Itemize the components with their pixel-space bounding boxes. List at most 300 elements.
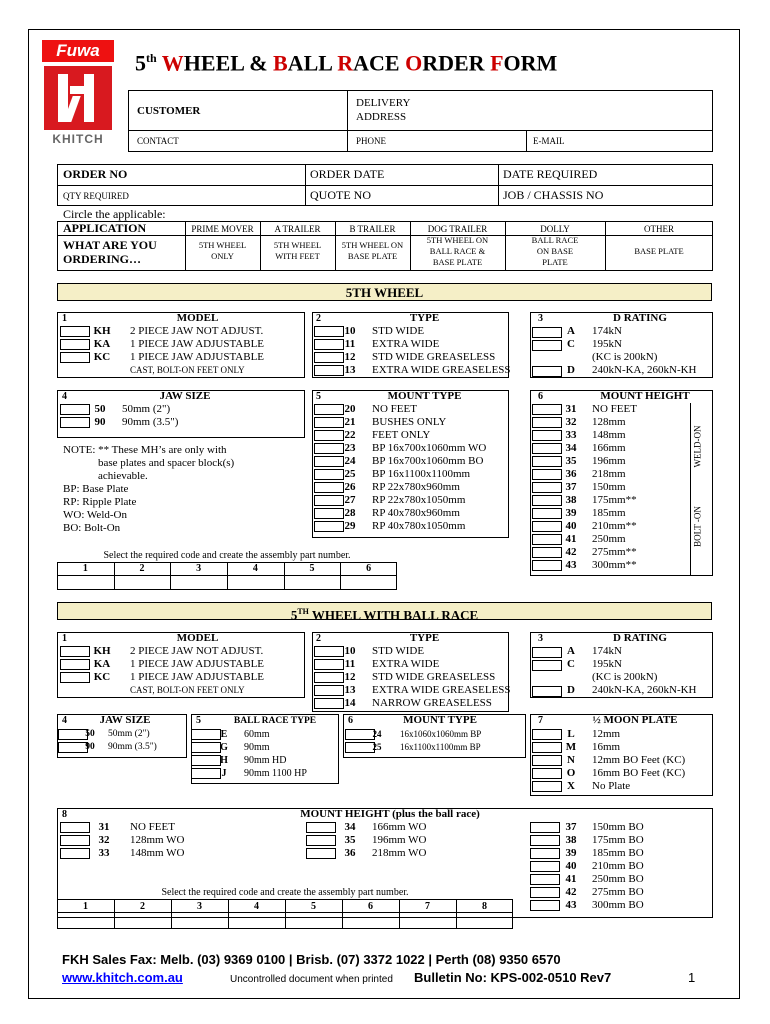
code-value: 43 [565, 899, 577, 911]
code-description: 166mm WO [372, 821, 427, 833]
code-checkbox[interactable] [530, 900, 560, 911]
code-value: 11 [344, 658, 356, 670]
code-value: 40 [565, 520, 577, 532]
code-description: BP 16x700x1060mm BO [372, 455, 484, 467]
weld-on-label: WELD-ON [692, 425, 703, 468]
part-number-index: 5 [311, 901, 316, 912]
part-number-field[interactable] [230, 914, 283, 927]
code-description: 174kN [592, 325, 622, 337]
app-col-option[interactable]: ON BASE [536, 246, 574, 256]
code-value: 32 [98, 834, 110, 846]
group-number: 5 [196, 715, 201, 726]
code-checkbox[interactable] [530, 861, 560, 872]
code-description: 1 PIECE JAW ADJUSTABLE [130, 351, 265, 363]
code-checkbox[interactable] [530, 887, 560, 898]
code-checkbox[interactable] [60, 848, 90, 859]
section-5th-wheel-banner: 5TH WHEEL [57, 283, 712, 301]
code-value: KC [93, 351, 111, 363]
code-value: 35 [344, 834, 356, 846]
code-checkbox[interactable] [532, 469, 562, 480]
code-description: 210mm BO [592, 860, 644, 872]
code-description: NO FEET [372, 403, 417, 415]
code-value: A [567, 325, 575, 337]
code-description: 275mm BO [592, 886, 644, 898]
code-value: 90 [94, 416, 106, 428]
group-header: MODEL [176, 632, 219, 644]
code-value: 29 [344, 520, 356, 532]
code-description: 128mm [592, 416, 626, 428]
code-value: 23 [344, 442, 356, 454]
code-checkbox[interactable] [532, 340, 562, 351]
group-header: D RATING [613, 312, 667, 324]
quote-label: QUOTE NO [310, 188, 371, 202]
app-col-option[interactable]: WITH FEET [275, 251, 320, 261]
code-value: 10 [344, 645, 356, 657]
code-description: EXTRA WIDE [372, 658, 440, 670]
code-value: 37 [565, 821, 577, 833]
code-description: 2 PIECE JAW NOT ADJUST. [130, 325, 264, 337]
code-checkbox[interactable] [532, 647, 562, 658]
code-description: EXTRA WIDE [372, 338, 440, 350]
code-description: 300mm BO [592, 899, 644, 911]
section-ball-race-banner: 5TH WHEEL WITH BALL RACE [57, 602, 712, 620]
code-description: 90mm HD [244, 755, 287, 766]
qty-label: QTY REQUIRED [63, 191, 129, 201]
code-checkbox[interactable] [532, 366, 562, 377]
code-checkbox[interactable] [532, 508, 562, 519]
group-number: 1 [62, 313, 67, 324]
code-description: 50mm (2") [122, 403, 171, 415]
part-number-field[interactable] [286, 577, 339, 588]
code-description: RP 40x780x1050mm [372, 520, 466, 532]
part-number-field[interactable] [287, 914, 340, 927]
part-number-index: 2 [140, 901, 145, 912]
code-description: 16mm [592, 741, 621, 753]
part-number-index: 6 [366, 563, 372, 574]
note-line: WO: Weld-On [63, 509, 127, 521]
code-value: J [221, 768, 227, 779]
logo [42, 40, 114, 146]
code-value: 33 [98, 847, 110, 859]
code-checkbox[interactable] [60, 822, 90, 833]
job-label: JOB / CHASSIS NO [503, 188, 604, 202]
code-checkbox[interactable] [532, 534, 562, 545]
code-value: 43 [565, 559, 577, 571]
code-description: 175mm BO [592, 834, 644, 846]
code-checkbox[interactable] [532, 560, 562, 571]
code-checkbox[interactable] [60, 417, 90, 428]
group-header: MOUNT HEIGHT [600, 390, 690, 402]
model-note: CAST, BOLT-ON FEET ONLY [130, 365, 245, 375]
code-value: 39 [565, 507, 577, 519]
code-description: 148mm WO [130, 847, 185, 859]
group-number: 6 [348, 715, 353, 726]
code-description: 128mm WO [130, 834, 185, 846]
order-no-label: ORDER NO [63, 167, 128, 181]
footer-fax: FKH Sales Fax: Melb. (03) 9369 0100 | Brisb. (07) 3372 1022 | Perth (08) 9350 6570 [62, 952, 561, 967]
contact-label: CONTACT [137, 136, 179, 146]
code-value: N [567, 754, 575, 766]
code-value: 21 [344, 416, 356, 428]
code-description: 60mm [244, 729, 270, 740]
code-value: 36 [565, 468, 577, 480]
part-number-field[interactable] [172, 577, 225, 588]
code-value: 10 [344, 325, 356, 337]
code-checkbox[interactable] [532, 755, 562, 766]
code-value: 90 [85, 742, 95, 752]
part-number-index: 6 [368, 901, 373, 912]
app-col-header: PRIME MOVER [191, 224, 254, 234]
logo-sub: KHITCH [52, 132, 104, 146]
part-number-index: 7 [425, 901, 430, 912]
code-checkbox[interactable] [532, 781, 562, 792]
code-checkbox[interactable] [532, 768, 562, 779]
code-value: A [567, 645, 575, 657]
part-number-index: 3 [197, 901, 202, 912]
code-value: H [220, 755, 228, 766]
code-value: 41 [565, 873, 577, 885]
part-number-field[interactable] [401, 914, 454, 927]
code-value: 13 [344, 684, 356, 696]
code-description: RP 22x780x1050mm [372, 494, 466, 506]
code-value: M [565, 741, 577, 753]
group-header: MOUNT TYPE [403, 714, 477, 726]
code-checkbox[interactable] [60, 352, 90, 363]
code-description: 90mm (3.5") [108, 742, 157, 752]
part-number-field[interactable] [229, 577, 282, 588]
code-value: D [567, 364, 575, 376]
code-description: BP 16x700x1060mm WO [372, 442, 487, 454]
code-value: X [567, 780, 575, 792]
app-col-option[interactable]: 5TH WHEEL ON [426, 235, 489, 245]
note-line: BO: Bolt-On [63, 522, 121, 534]
app-col-option[interactable]: BALL RACE & [429, 246, 486, 256]
code-description: 166mm [592, 442, 626, 454]
code-value: C [567, 658, 575, 670]
group-number: 6 [538, 391, 543, 402]
code-value: E [220, 729, 228, 740]
app-col-header: B TRAILER [349, 224, 396, 234]
code-value: 11 [344, 338, 356, 350]
code-description: 12mm BO Feet (KC) [592, 754, 686, 766]
group-header: MOUNT HEIGHT (plus the ball race) [300, 808, 480, 820]
code-description: STD WIDE [372, 325, 425, 337]
code-value: 12 [344, 351, 356, 363]
code-description: 16mm BO Feet (KC) [592, 767, 686, 779]
bulletin-no: Bulletin No: KPS-002-0510 Rev7 [414, 970, 612, 985]
app-col-option[interactable]: BALL RACE [531, 235, 579, 245]
code-description: 195kN [592, 658, 622, 670]
code-description: RP 40x780x960mm [372, 507, 460, 519]
code-value: G [220, 742, 228, 753]
page-title: 5th WHEEL & BALL RACE ORDER FORM [135, 50, 558, 76]
app-col-option[interactable]: BASE PLATE [634, 246, 684, 256]
code-value: 39 [565, 847, 577, 859]
code-value: 14 [344, 697, 356, 709]
code-value: 20 [344, 403, 356, 415]
code-checkbox[interactable] [306, 848, 336, 859]
group-header: TYPE [409, 632, 440, 644]
code-description: STD WIDE [372, 645, 425, 657]
group-header: BALL RACE TYPE [233, 716, 317, 726]
group-number: 4 [62, 715, 67, 726]
code-description: 250mm [592, 533, 626, 545]
app-col-option[interactable]: 5TH WHEEL [198, 240, 247, 250]
date-required-label: DATE REQUIRED [503, 167, 598, 181]
code-description: 195kN [592, 338, 622, 350]
code-description: NO FEET [130, 821, 175, 833]
logo-brand: Fuwa [42, 40, 114, 62]
part-number-index: 1 [82, 563, 88, 574]
email-label: E-MAIL [533, 136, 565, 146]
code-value: 28 [344, 507, 356, 519]
code-value: 36 [344, 847, 356, 859]
group-number: 8 [62, 809, 67, 820]
delivery-label: DELIVERY [356, 97, 411, 109]
page-number: 1 [688, 970, 696, 985]
code-value: KC [93, 671, 111, 683]
note-line: RP: Ripple Plate [63, 496, 137, 508]
code-value: KH [93, 325, 111, 337]
code-value: 25 [372, 742, 382, 752]
code-description: 240kN-KA, 260kN-KH [592, 684, 697, 696]
code-description: (KC is 200kN) [592, 671, 658, 683]
code-value: O [566, 767, 576, 779]
code-value: 27 [344, 494, 356, 506]
part-number-index: 1 [83, 901, 88, 912]
website-link[interactable]: www.khitch.com.au [62, 970, 183, 985]
app-col-header: DOG TRAILER [427, 224, 488, 234]
group-number: 2 [316, 313, 321, 324]
code-checkbox[interactable] [532, 482, 562, 493]
code-checkbox[interactable] [532, 686, 562, 697]
code-value: 13 [344, 364, 356, 376]
part-number-field[interactable] [458, 914, 511, 927]
part-number-field[interactable] [342, 577, 395, 588]
part-number-index: 5 [309, 563, 315, 574]
code-value: 31 [565, 403, 577, 415]
app-col-option[interactable]: ONLY [211, 251, 234, 261]
code-checkbox[interactable] [530, 822, 560, 833]
select-instruction: Select the required code and create the assembly part number. [161, 887, 409, 898]
code-value: 40 [565, 860, 577, 872]
part-number-field[interactable] [116, 914, 169, 927]
code-checkbox[interactable] [532, 404, 562, 415]
group-number: 2 [316, 633, 321, 644]
code-value: 35 [565, 455, 577, 467]
code-value: D [567, 684, 575, 696]
code-description: No Plate [592, 780, 631, 792]
what-label-1: WHAT ARE YOU [63, 238, 157, 252]
code-description: 1 PIECE JAW ADJUSTABLE [130, 658, 265, 670]
code-value: 50 [85, 729, 95, 739]
code-description: 90mm 1100 HP [244, 768, 307, 779]
code-value: L [567, 728, 575, 740]
note-line: NOTE: ** These MH’s are only with [63, 444, 227, 456]
code-description: 150mm [592, 481, 626, 493]
code-value: 24 [372, 729, 382, 739]
app-col-option[interactable]: BASE PLATE [432, 257, 483, 267]
model-note: CAST, BOLT-ON FEET ONLY [130, 685, 245, 695]
group-number: 3 [538, 313, 543, 324]
code-checkbox[interactable] [532, 742, 562, 753]
part-number-index: 3 [196, 563, 202, 574]
code-description: EXTRA WIDE GREASELESS [372, 364, 511, 376]
code-description: FEET ONLY [372, 429, 431, 441]
code-description: STD WIDE GREASELESS [372, 671, 496, 683]
code-checkbox[interactable] [60, 659, 90, 670]
code-description: 240kN-KA, 260kN-KH [592, 364, 697, 376]
group-number: 1 [62, 633, 67, 644]
code-value: 32 [565, 416, 577, 428]
code-checkbox[interactable] [60, 672, 90, 683]
app-col-option[interactable]: 5TH WHEEL ON [341, 240, 404, 250]
code-description: 148mm [592, 429, 626, 441]
code-checkbox[interactable] [306, 822, 336, 833]
code-description: 90mm (3.5") [122, 416, 179, 428]
customer-box [128, 90, 713, 152]
code-description: 12mm [592, 728, 621, 740]
part-number-field[interactable] [116, 577, 169, 588]
address-label: ADDRESS [356, 111, 407, 123]
code-checkbox[interactable] [532, 495, 562, 506]
code-description: 275mm** [592, 546, 637, 558]
code-checkbox[interactable] [530, 874, 560, 885]
note-line: base plates and spacer block(s) [98, 457, 235, 469]
part-number-field[interactable] [59, 914, 112, 927]
code-value: KH [93, 645, 111, 657]
group-header: D RATING [613, 632, 667, 644]
code-value: 25 [344, 468, 356, 480]
code-description: 185mm BO [592, 847, 644, 859]
code-checkbox[interactable] [532, 327, 562, 338]
code-checkbox[interactable] [306, 835, 336, 846]
code-description: 150mm BO [592, 821, 644, 833]
customer-label: CUSTOMER [137, 105, 201, 117]
circle-note: Circle the applicable: [63, 207, 166, 221]
note-line: BP: Base Plate [63, 483, 129, 495]
code-description: 218mm [592, 468, 626, 480]
code-description: BUSHES ONLY [372, 416, 447, 428]
code-value: 42 [565, 886, 577, 898]
part-number-index: 4 [254, 901, 259, 912]
code-value: C [567, 338, 575, 350]
app-col-header: DOLLY [540, 224, 570, 234]
group-header: TYPE [409, 312, 440, 324]
code-description: 185mm [592, 507, 626, 519]
code-checkbox[interactable] [530, 848, 560, 859]
code-checkbox[interactable] [532, 417, 562, 428]
group-number: 5 [316, 391, 321, 402]
code-description: 250mm BO [592, 873, 644, 885]
code-checkbox[interactable] [60, 646, 90, 657]
code-checkbox[interactable] [60, 404, 90, 415]
code-value: 22 [344, 429, 356, 441]
phone-label: PHONE [356, 136, 387, 146]
code-value: 38 [565, 494, 577, 506]
what-label-2: ORDERING… [63, 252, 142, 266]
part-number-index: 2 [139, 563, 145, 574]
group-header: MODEL [176, 312, 219, 324]
code-checkbox[interactable] [530, 835, 560, 846]
code-value: 31 [98, 821, 110, 833]
kh-mark-icon [44, 66, 112, 130]
part-number-field[interactable] [344, 914, 397, 927]
code-checkbox[interactable] [532, 547, 562, 558]
bolt-on-label: BOLT -ON [692, 506, 703, 547]
code-value: 34 [344, 821, 356, 833]
code-description: NARROW GREASELESS [372, 697, 492, 709]
code-description: 196mm WO [372, 834, 427, 846]
order-date-label: ORDER DATE [310, 167, 385, 181]
code-value: 26 [344, 481, 356, 493]
code-value: 34 [565, 442, 577, 454]
group-number: 7 [538, 715, 543, 726]
app-col-option[interactable]: BASE PLATE [347, 251, 398, 261]
code-description: 1 PIECE JAW ADJUSTABLE [130, 671, 265, 683]
group-header: ½ MOON PLATE [592, 714, 678, 726]
app-col-header: A TRAILER [274, 224, 321, 234]
code-value: 24 [344, 455, 356, 467]
code-value: KA [93, 338, 111, 350]
code-description: 16x1100x1100mm BP [400, 742, 481, 752]
code-description: STD WIDE GREASELESS [372, 351, 496, 363]
note-line: achievable. [98, 470, 148, 482]
part-number-field[interactable] [173, 914, 226, 927]
code-description: 196mm [592, 455, 626, 467]
code-value: 41 [565, 533, 577, 545]
code-description: 175mm** [592, 494, 637, 506]
code-description: 218mm WO [372, 847, 427, 859]
code-value: 12 [344, 671, 356, 683]
code-checkbox[interactable] [532, 729, 562, 740]
code-checkbox[interactable] [532, 456, 562, 467]
code-description: 1 PIECE JAW ADJUSTABLE [130, 338, 265, 350]
code-checkbox[interactable] [60, 835, 90, 846]
code-description: 90mm [244, 742, 270, 753]
code-value: 33 [565, 429, 577, 441]
app-col-header: OTHER [644, 224, 674, 234]
group-number: 4 [62, 391, 67, 402]
code-description: BP 16x1100x1100mm [372, 468, 471, 480]
code-checkbox[interactable] [532, 521, 562, 532]
code-description: (KC is 200kN) [592, 351, 658, 363]
code-value: 37 [565, 481, 577, 493]
code-description: EXTRA WIDE GREASELESS [372, 684, 511, 696]
group-header: JAW SIZE [99, 714, 151, 726]
code-checkbox[interactable] [532, 443, 562, 454]
code-checkbox[interactable] [532, 430, 562, 441]
part-number-index: 8 [482, 901, 487, 912]
code-description: 300mm** [592, 559, 637, 571]
code-description: 50mm (2") [108, 729, 150, 739]
part-number-field[interactable] [59, 577, 112, 588]
app-col-option[interactable]: PLATE [542, 257, 568, 267]
code-checkbox[interactable] [60, 326, 90, 337]
code-value: 42 [565, 546, 577, 558]
code-description: 174kN [592, 645, 622, 657]
select-instruction: Select the required code and create the assembly part number. [103, 550, 351, 561]
uncontrolled-note: Uncontrolled document when printed [230, 974, 393, 985]
code-checkbox[interactable] [532, 660, 562, 671]
code-description: NO FEET [592, 403, 637, 415]
app-col-option[interactable]: 5TH WHEEL [273, 240, 322, 250]
code-description: 210mm** [592, 520, 637, 532]
code-description: RP 22x780x960mm [372, 481, 460, 493]
code-description: 2 PIECE JAW NOT ADJUST. [130, 645, 264, 657]
code-checkbox[interactable] [60, 339, 90, 350]
group-header: JAW SIZE [159, 390, 211, 402]
